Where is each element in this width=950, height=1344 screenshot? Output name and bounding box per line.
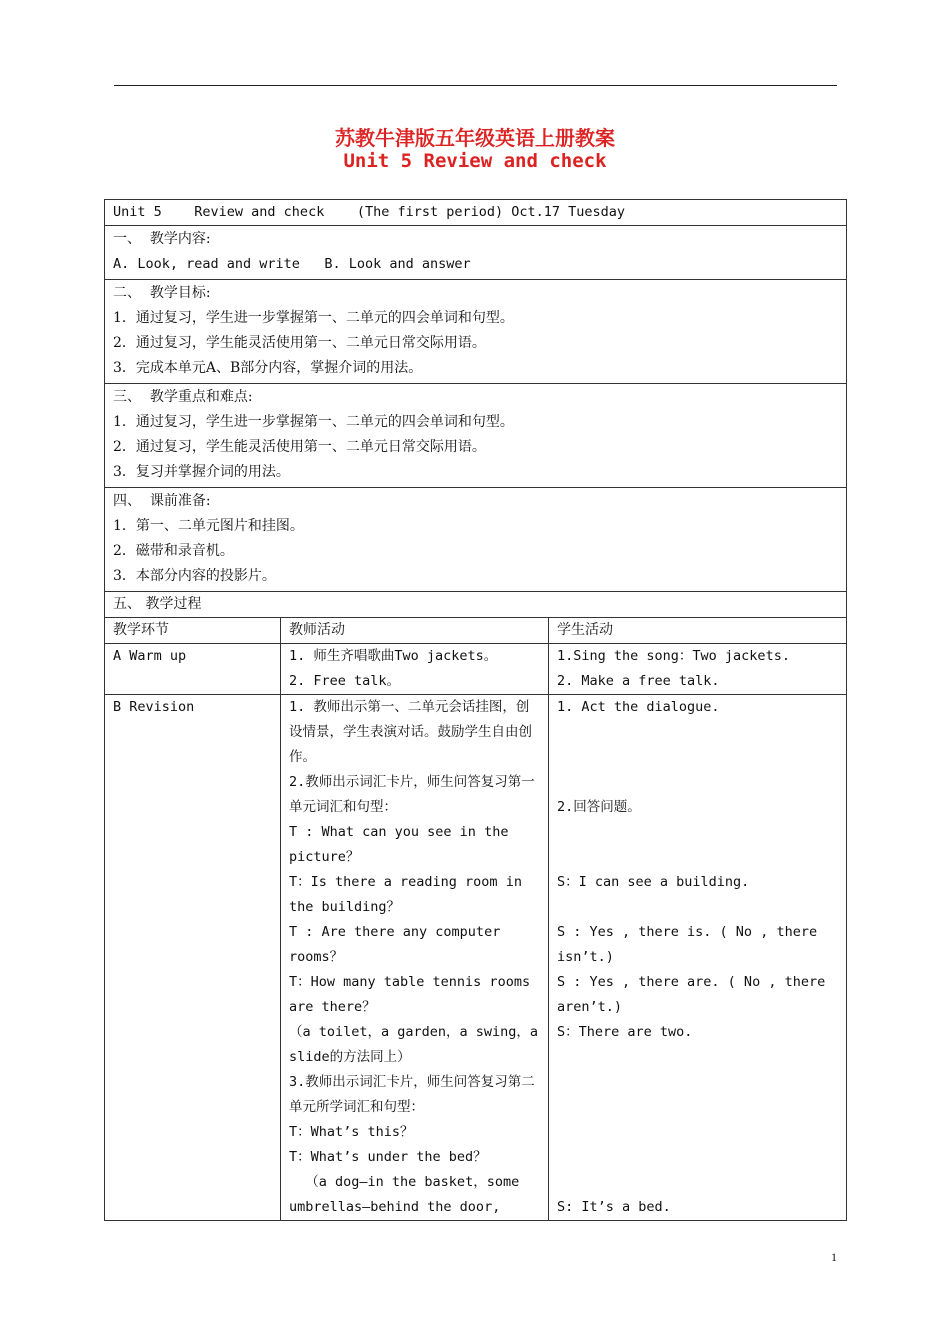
lesson-info: Unit 5 Review and check (The first period) Oct.17 Tuesday — [105, 200, 847, 226]
student-line: S : Yes , there is. ( No , there isn’t.) — [557, 924, 826, 965]
section-line: 2．通过复习，学生能灵活使用第一、二单元日常交际用语。 — [113, 335, 486, 351]
section-cell — [105, 384, 847, 488]
teacher-line: T：Is there a reading room in the building？ — [289, 874, 531, 915]
column-header: 教学环节 — [105, 618, 281, 644]
section-cell — [105, 280, 847, 384]
header-row — [105, 200, 847, 226]
section-line: 2．磁带和录音机。 — [113, 543, 234, 559]
teacher-line: T：What’s this？ — [289, 1124, 414, 1140]
stage-cell: B Revision — [105, 695, 281, 1221]
section-content — [105, 226, 847, 280]
student-line: 2.回答问题。 — [557, 799, 641, 815]
teacher-line: 1. 教师出示第一、二单元会话挂图，创设情景，学生表演对话。鼓励学生自由创作。 — [289, 699, 532, 765]
teacher-line: T：What’s under the bed？ — [289, 1149, 487, 1165]
column-header: 教师活动 — [281, 618, 549, 644]
student-line: S：There are two. — [557, 1024, 693, 1040]
student-line: 2. Make a free talk. — [557, 673, 720, 689]
document-title-english: Unit 5 Review and check — [343, 150, 607, 172]
section-line: 1．第一、二单元图片和挂图。 — [113, 518, 304, 534]
teacher-line: T : What can you see in the picture？ — [289, 824, 517, 865]
section-goals — [105, 280, 847, 384]
column-header: 学生活动 — [549, 618, 847, 644]
student-line: S : Yes , there are. ( No , there aren’t.) — [557, 974, 834, 1015]
teacher-line: （a toilet，a garden，a swing，a slide的方法同上） — [289, 1024, 547, 1065]
student-line: S: It’s a bed. — [557, 1199, 671, 1215]
section-line: 2．通过复习，学生能灵活使用第一、二单元日常交际用语。 — [113, 439, 486, 455]
student-line: 1.Sing the song：Two jackets. — [557, 648, 790, 664]
section-line: 1．通过复习，学生进一步掌握第一、二单元的四会单词和句型。 — [113, 414, 514, 430]
section-cell — [105, 226, 847, 280]
section-line: 1．通过复习，学生进一步掌握第一、二单元的四会单词和句型。 — [113, 310, 514, 326]
section-preparation — [105, 488, 847, 592]
teacher-line: 2.教师出示词汇卡片，师生问答复习第一单元词汇和句型： — [289, 774, 535, 815]
table-row — [105, 644, 847, 695]
column-header-row — [105, 618, 847, 644]
header-rule — [114, 85, 837, 86]
section-line: A. Look, read and write B. Look and answer — [113, 256, 471, 272]
teacher-cell — [281, 695, 549, 1221]
document-title-chinese: 苏教牛津版五年级英语上册教案 — [335, 126, 615, 150]
student-cell — [549, 644, 847, 695]
teacher-line: T : Are there any computer rooms？ — [289, 924, 509, 965]
teacher-line: 3.教师出示词汇卡片，师生问答复习第二单元所学词汇和句型： — [289, 1074, 535, 1115]
section-heading: 二、 教学目标: — [113, 285, 211, 301]
section-key-points — [105, 384, 847, 488]
section-heading: 三、 教学重点和难点: — [113, 389, 253, 405]
section-line: 3．本部分内容的投影片。 — [113, 568, 276, 584]
section-heading: 一、 教学内容: — [113, 231, 211, 247]
section-process — [105, 592, 847, 618]
table-row — [105, 695, 847, 1221]
student-line: 1. Act the dialogue. — [557, 699, 720, 715]
section-line: 3．完成本单元A、B部分内容，掌握介词的用法。 — [113, 360, 423, 376]
teacher-cell — [281, 644, 549, 695]
teacher-line: 2. Free talk。 — [289, 673, 401, 689]
section-line: 3．复习并掌握介词的用法。 — [113, 464, 290, 480]
stage-cell: A Warm up — [105, 644, 281, 695]
teacher-line: （a dog—in the basket，some umbrellas—behind the door, — [289, 1174, 528, 1215]
student-cell — [549, 695, 847, 1221]
page-number: 1 — [831, 1250, 837, 1264]
process-heading: 五、 教学过程 — [105, 592, 847, 618]
student-line: S：I can see a building. — [557, 874, 750, 890]
teacher-line: T：How many table tennis rooms are there？ — [289, 974, 539, 1015]
lesson-plan-table — [104, 199, 847, 1221]
section-heading: 四、 课前准备: — [113, 493, 211, 509]
teacher-line: 1. 师生齐唱歌曲Two jackets。 — [289, 648, 498, 664]
section-cell — [105, 488, 847, 592]
